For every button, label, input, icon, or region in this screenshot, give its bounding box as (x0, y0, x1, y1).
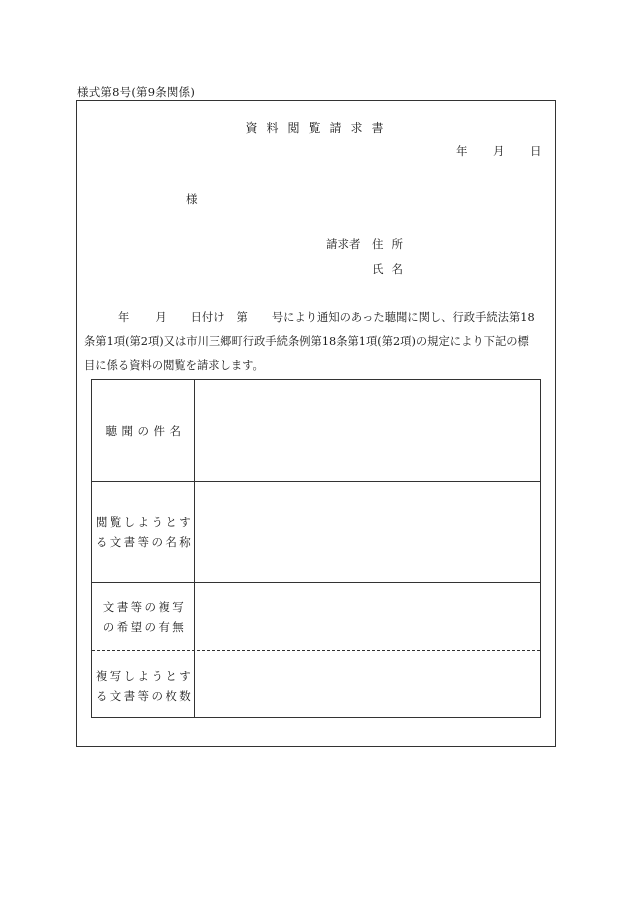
statement-line-2: 条第1項(第2項)又は市川三郷町行政手続条例第18条第1項(第2項)の規定により下記の標 (84, 335, 529, 348)
label-copy-requested: 文書等の複写 の希望の有無 (102, 600, 187, 634)
statement-line-3: 目に係る資料の閲覧を請求します。 (84, 359, 264, 372)
addressee-suffix: 様 (186, 192, 198, 206)
requester-label: 請求者 (326, 237, 361, 251)
requester-address-label: 住所 (372, 237, 411, 251)
requester-name-label: 氏名 (372, 262, 411, 276)
request-statement (84, 306, 550, 378)
form-title: 資料閲覧請求書 (245, 121, 393, 135)
statement-text-1: 号により通知のあった聴聞に関し、行政手続法第18 (271, 311, 535, 324)
label-copy-page-count: 複写しようとす る文書等の枚数 (95, 669, 194, 703)
date-month-label: 月 (493, 144, 505, 158)
statement-number-prefix: 第 (236, 311, 248, 324)
label-document-names: 閲覧しようとす る文書等の名称 (95, 515, 194, 549)
field-copy-page-count[interactable] (196, 651, 540, 717)
statement-month: 月 (155, 311, 167, 324)
form-number: 様式第8号(第9条関係) (77, 85, 196, 99)
statement-dated: 日付け (190, 311, 225, 324)
statement-year: 年 (118, 311, 130, 324)
statement-line-1 (84, 306, 550, 330)
field-copy-requested[interactable] (196, 583, 540, 650)
date-day-label: 日 (530, 144, 542, 158)
request-details-table (91, 379, 541, 718)
field-document-names[interactable] (196, 482, 540, 582)
field-hearing-subject[interactable] (196, 380, 540, 481)
label-hearing-subject: 聴聞の件名 (105, 424, 186, 438)
date-year-label: 年 (456, 144, 468, 158)
